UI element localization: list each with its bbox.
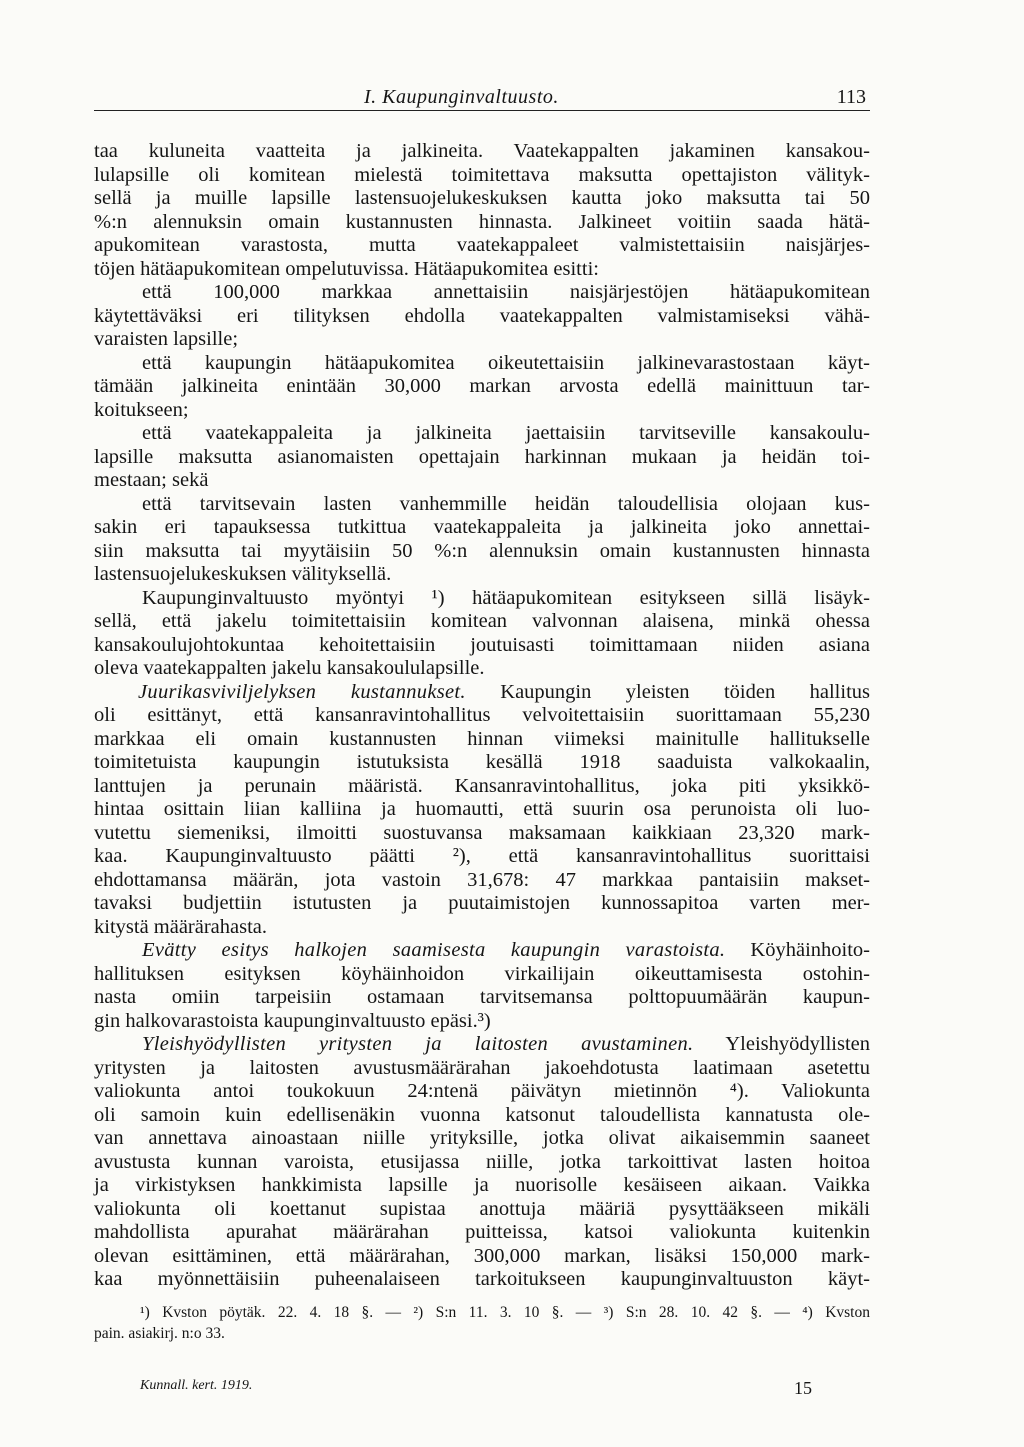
- text-line: sellä, että jakelu toimitettaisiin komitean valvonnan alaisena, minkä ohessa: [94, 610, 870, 632]
- text-line: tämään jalkineita enintään 30,000 markan arvosta edellä mainittuun tar-: [94, 375, 870, 397]
- section-heading: Juurikasviviljelyksen kustannukset.: [138, 680, 466, 703]
- section-heading: Evätty esitys halkojen saamisesta kaupungin varastoista.: [142, 939, 726, 961]
- text-line: %:n alennuksin omain kustannusten hinnasta. Jalkineet voitiin saada hätä-: [94, 210, 870, 233]
- text-line: lastensuojelukeskuksen välityksellä.: [94, 563, 392, 585]
- text-line: kansakoulujohtokuntaa kehoitettaisiin joutuisasti toimittamaan niiden asiana: [94, 633, 870, 656]
- text-line: että kaupungin hätäapukomitea oikeutettaisiin jalkinevarastostaan käyt-: [142, 351, 870, 374]
- section-first-line: [94, 681, 870, 705]
- text-line: ja virkistyksen hankkimista lapsille ja nuorisolle kesäiseen aikaan. Vaikka: [94, 1174, 870, 1196]
- text-line: taa kuluneita vaatteita ja jalkineita. Vaatekappalten jakaminen kansakou-: [94, 140, 870, 162]
- printer-signature: Kunnall. kert. 1919.: [140, 1378, 253, 1393]
- text-line: että tarvitsevain lasten vanhemmille heidän taloudellisia olojaan kus-: [142, 492, 870, 515]
- text-line: koitukseen;: [94, 398, 189, 421]
- text-line: tavaksi budjettiin istutusten ja puutaimistojen kunnossapitoa varten mer-: [94, 892, 870, 914]
- footnote-line: pain. asiakirj. n:o 33.: [94, 1325, 225, 1342]
- text-line: hintaa osittain liian kalliina ja huomautti, että suurin osa perunoista oli luo-: [94, 798, 870, 820]
- text-line: siin maksutta tai myytäisiin 50 %:n alennuksin omain kustannusten hinnasta: [94, 539, 870, 562]
- text-line: ehdottamansa määrän, jota vastoin 31,678: 47 markkaa pantaisiin makset-: [94, 868, 870, 891]
- section-heading: Yleishyödyllisten yritysten ja laitosten avustaminen.: [142, 1033, 694, 1055]
- text-line: toimitetuista kaupungin istutuksista kesällä 1918 saaduista valkokaalin,: [94, 751, 870, 773]
- text-line: mestaan; sekä: [94, 469, 209, 491]
- text-line: töjen hätäapukomitean ompelutuvissa. Hätäapukomitea esitti:: [94, 257, 599, 280]
- text-line: oleva vaatekappalten jakelu kansakoululapsille.: [94, 657, 485, 679]
- section-first-line: [94, 1033, 870, 1057]
- text-line: kaa. Kaupunginvaltuusto päätti ²), että kansanravintohallitus suorittaisi: [94, 845, 870, 867]
- text-line: yritysten ja laitosten avustusmäärärahan jakoehdotusta laatimaan asetettu: [94, 1056, 870, 1079]
- text-line: Kaupunginvaltuusto myöntyi ¹) hätäapukomitean esitykseen sillä lisäyk-: [142, 586, 870, 609]
- text-line: mahdollista apurahat määrärahan puitteissa, katsoi valiokunta kuitenkin: [94, 1221, 870, 1243]
- text-line: olevan esittäminen, että määrärahan, 300,000 markan, lisäksi 150,000 mark-: [94, 1244, 870, 1267]
- text-span: Köyhäinhoito-: [725, 939, 870, 961]
- text-line: oli esittänyt, että kansanravintohallitus velvoitettaisiin suorittamaan 55,230: [94, 704, 870, 726]
- text-line: oli samoin kuin edellisenäkin vuonna katsonut taloudellista kannatusta ole-: [94, 1103, 870, 1126]
- text-line: käytettäväksi eri tilityksen ehdolla vaatekappalten valmistamiseksi vähä-: [94, 304, 870, 327]
- footnotes: [94, 1302, 870, 1344]
- text-line: vutettu siemeniksi, ilmoitti suostuvansa maksamaan kaikkiaan 23,320 mark-: [94, 821, 870, 844]
- text-line: nasta omiin tarpeisiin ostamaan tarvitsemansa polttopuumäärän kaupun-: [94, 986, 870, 1008]
- text-line: apukomitean varastosta, mutta vaatekappaleet valmistettaisiin naisjärjes-: [94, 234, 870, 256]
- body-text: [94, 140, 870, 1292]
- text-line: lulapsille oli komitean mielestä toimitettava maksutta opettajiston välityk-: [94, 163, 870, 186]
- text-span: Kaupungin yleisten töiden hallitus: [465, 680, 870, 703]
- text-line: kaa myönnettäisiin puheenalaiseen tarkoitukseen kaupunginvaltuuston käyt-: [94, 1268, 870, 1290]
- text-line: avustusta kunnan varoista, etusijassa niille, jotka tarkoittivat lasten hoitoa: [94, 1150, 870, 1173]
- text-line: että vaatekappaleita ja jalkineita jaettaisiin tarvitseville kansakoulu-: [142, 422, 870, 444]
- text-line: sakin eri tapauksessa tutkittua vaatekappaleita ja jalkineita joko annettai-: [94, 516, 870, 538]
- text-line: lanttujen ja perunain määristä. Kansanravintohallitus, joka piti yksikkö-: [94, 774, 870, 797]
- sheet-number: 15: [794, 1378, 812, 1398]
- text-line: markkaa eli omain kustannusten hinnan viimeksi mainitulle hallitukselle: [94, 727, 870, 750]
- text-line: valiokunta oli koettanut supistaa anottuja määriä pysyttääkseen mikäli: [94, 1197, 870, 1220]
- text-line: kitystä määrärahasta.: [94, 915, 268, 938]
- text-line: että 100,000 markkaa annettaisiin naisjärjestöjen hätäapukomitean: [142, 281, 870, 303]
- text-line: varaisten lapsille;: [94, 328, 239, 350]
- text-line: valiokunta antoi toukokuun 24:ntenä päivätyn mietinnön ⁴). Valiokunta: [94, 1080, 870, 1102]
- text-line: van annettava ainoastaan niille yrityksille, jotka olivat aikaisemmin saaneet: [94, 1127, 870, 1149]
- text-line: lapsille maksutta asianomaisten opettajain harkinnan mukaan ja heidän toi-: [94, 445, 870, 468]
- text-span: Yleishyödyllisten: [693, 1033, 871, 1055]
- header-title: I. Kaupunginvaltuusto.: [364, 86, 559, 108]
- page-number: 113: [836, 86, 866, 108]
- text-line: sellä ja muille lapsille lastensuojelukeskuksen kautta joko maksutta tai 50: [94, 187, 870, 209]
- text-line: gin halkovarastoista kaupunginvaltuusto epäsi.³): [94, 1009, 491, 1032]
- running-header: [94, 86, 870, 111]
- text-line: hallituksen esityksen köyhäinhoidon virkailijain oikeuttamisesta ostohin-: [94, 962, 870, 985]
- section-first-line: [94, 939, 870, 963]
- footnote-line: ¹) Kvston pöytäk. 22. 4. 18 §. — ²) S:n 11. 3. 10 §. — ³) S:n 28. 10. 42 §. — ⁴) Kvston: [140, 1304, 870, 1321]
- page-footer: [140, 1378, 812, 1402]
